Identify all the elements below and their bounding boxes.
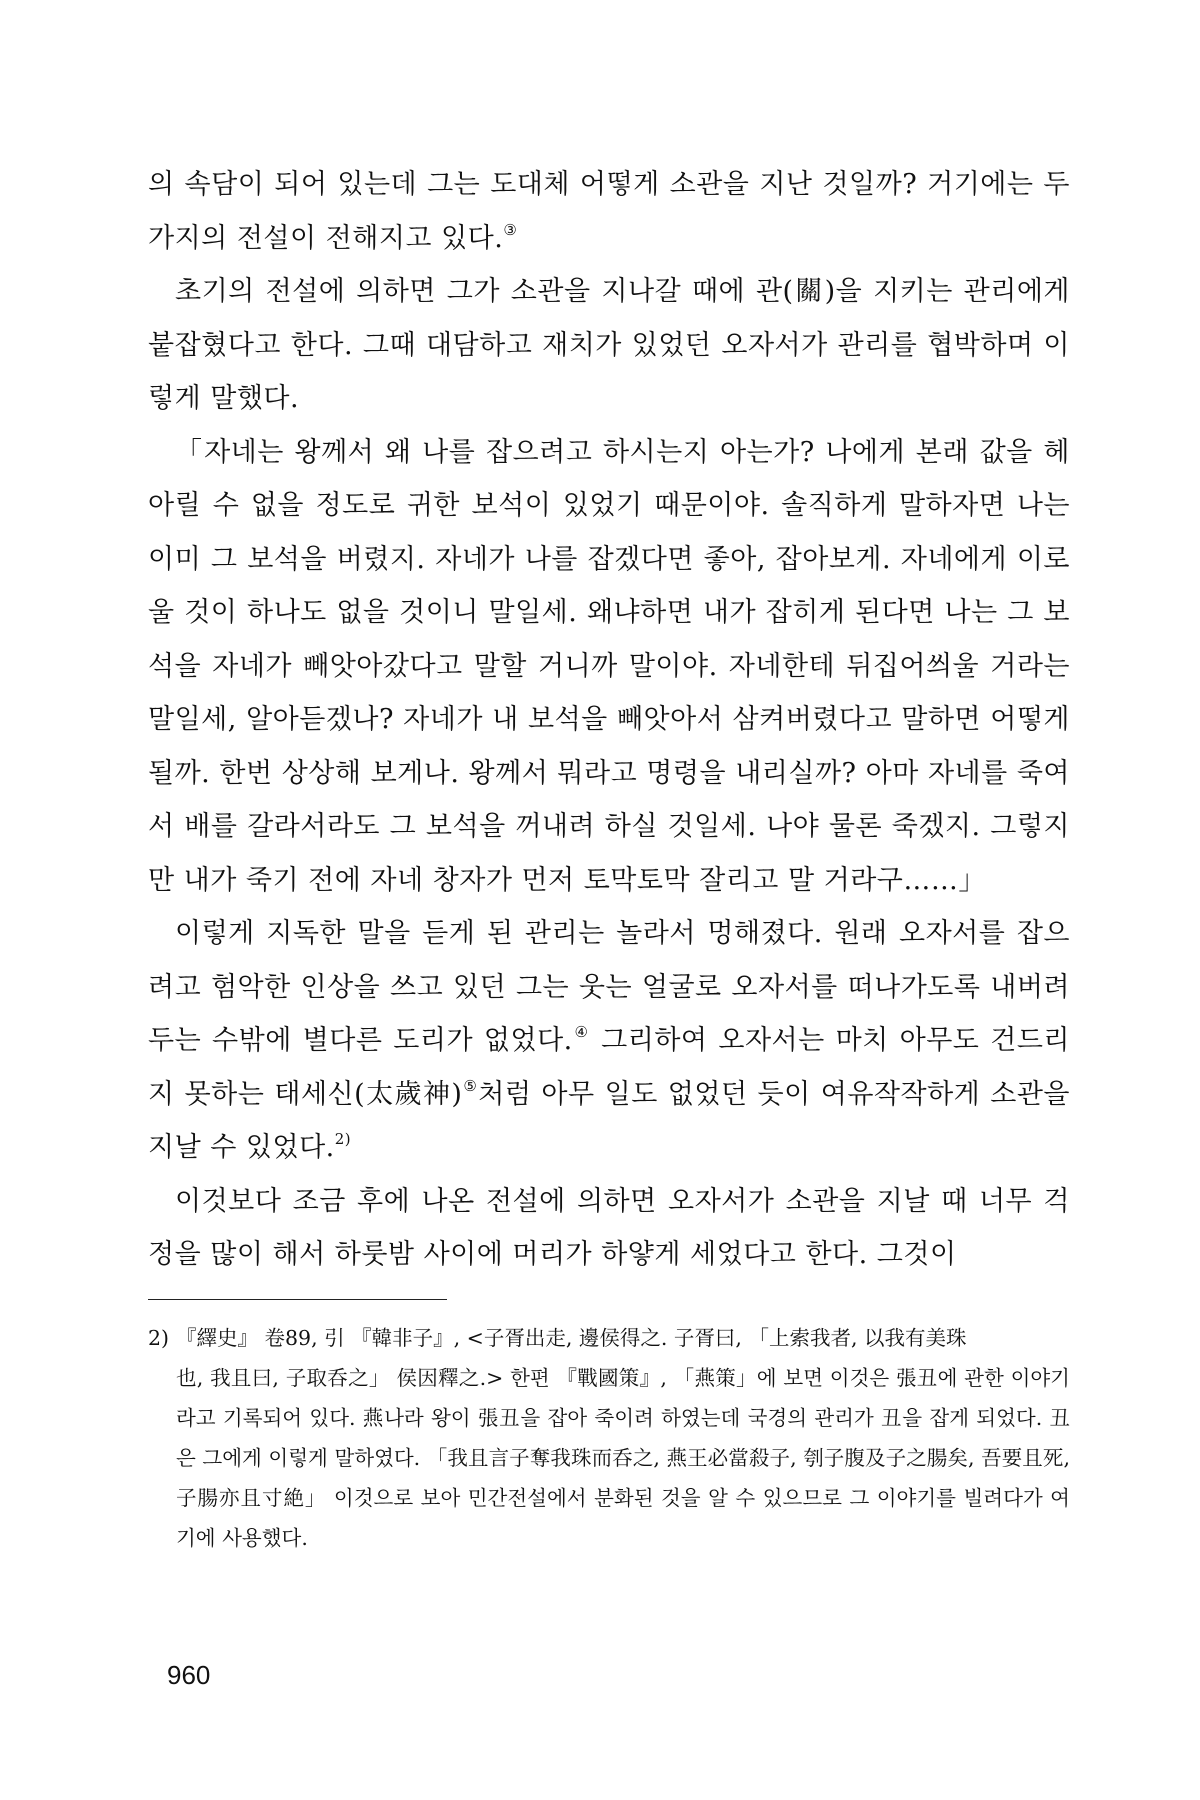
page-number: 960 [167,1660,211,1690]
paragraph: 「자네는 왕께서 왜 나를 잡으려고 하시는지 아는가? 나에게 본래 값을 헤아릴 수 없을 정도로 귀한 보석이 있었기 때문이야. 솔직하게 말하자면 나는 이미 그 보석을 버렸지. 자네가 나를 잡겠다면 좋아, 잡아보게. 자네에게 이로울 것이 하나도 없을 것이니 말일세. 왜냐하면 내가 잡히게 된다면 나는 그 보석을 자네가 빼앗아갔다고 말할 거니까 말이야. 자네한테 뒤집어씌울 거라는 말일세, 알아듣겠나? 자네가 내 보석을 빼앗아서 삼켜버렸다고 말하면 어떻게 될까. 한번 상상해 보게나. 왕께서 뭐라고 명령을 내리실까? 아마 자네를 죽여서 배를 갈라서라도 그 보석을 꺼내려 하실 것일세. 나야 물론 죽겠지. 그렇지만 내가 죽기 전에 자네 창자가 먼저 토막토막 잘리고 말 거라구……」 [148,436,1070,896]
note-marker: ④ [572,1023,591,1041]
paragraph: 의 속담이 되어 있는데 그는 도대체 어떻게 소관을 지난 것일까? 거기에는 두 가지의 전설이 전해지고 있다.③ [148,169,1070,254]
note-marker: ⑤ [462,1076,479,1095]
footnote-reference: 2) [334,1130,352,1148]
footnote-first-line: 2) 『繹史』 卷89, 引 『韓非子』, <子胥出走, 邊侯得之. 子胥曰, 「上索我者, 以我有美珠 [148,1318,1070,1358]
footnote-marker: 2) [148,1326,170,1350]
footnote-text: 也, 我且曰, 子取呑之」 侯因釋之.> 한편 『戰國策』, 「燕策」에 보면 이것은 張丑에 관한 이야기라고 기록되어 있다. 燕나라 왕이 張丑을 잡아 죽이려 하였는데 국경의 관리가 丑을 잡게 되었다. 丑은 그에게 이렇게 말하였다. 「我且言子奪我珠而呑之, 燕王必當殺子, 刳子腹及子之腸矣, 吾要且死, 子腸亦且寸絶」 이것으로 보아 민간전설에서 분화된 것을 알 수 있으므로 그 이야기를 빌려다가 여기에 사용했다. [176,1366,1070,1550]
paragraph: 이것보다 조금 후에 나온 전설에 의하면 오자서가 소관을 지날 때 너무 걱정을 많이 해서 하룻밤 사이에 머리가 하얗게 세었다고 한다. 그것이 [148,1185,1070,1270]
paragraph: 이렇게 지독한 말을 듣게 된 관리는 놀라서 멍해졌다. 원래 오자서를 잡으려고 험악한 인상을 쓰고 있던 그는 웃는 얼굴로 오자서를 떠나가도록 내버려 두는 수밖에 별다른 도리가 없었다.④ 그리하여 오자서는 마치 아무도 건드리지 못하는 태세신(太歲神)⑤처럼 아무 일도 없었던 듯이 여유작작하게 소관을 지날 수 있었다.$^{2)}$ [148,918,1070,1163]
body-text [148,158,1070,1282]
paragraph: 초기의 전설에 의하면 그가 소관을 지나갈 때에 관(關)을 지키는 관리에게 붙잡혔다고 한다. 그때 대담하고 재치가 있었던 오자서가 관리를 협박하며 이렇게 말했다. [148,276,1070,414]
footnote-separator [148,1299,447,1300]
footnote [148,1318,1070,1558]
note-marker: ③ [503,220,518,239]
